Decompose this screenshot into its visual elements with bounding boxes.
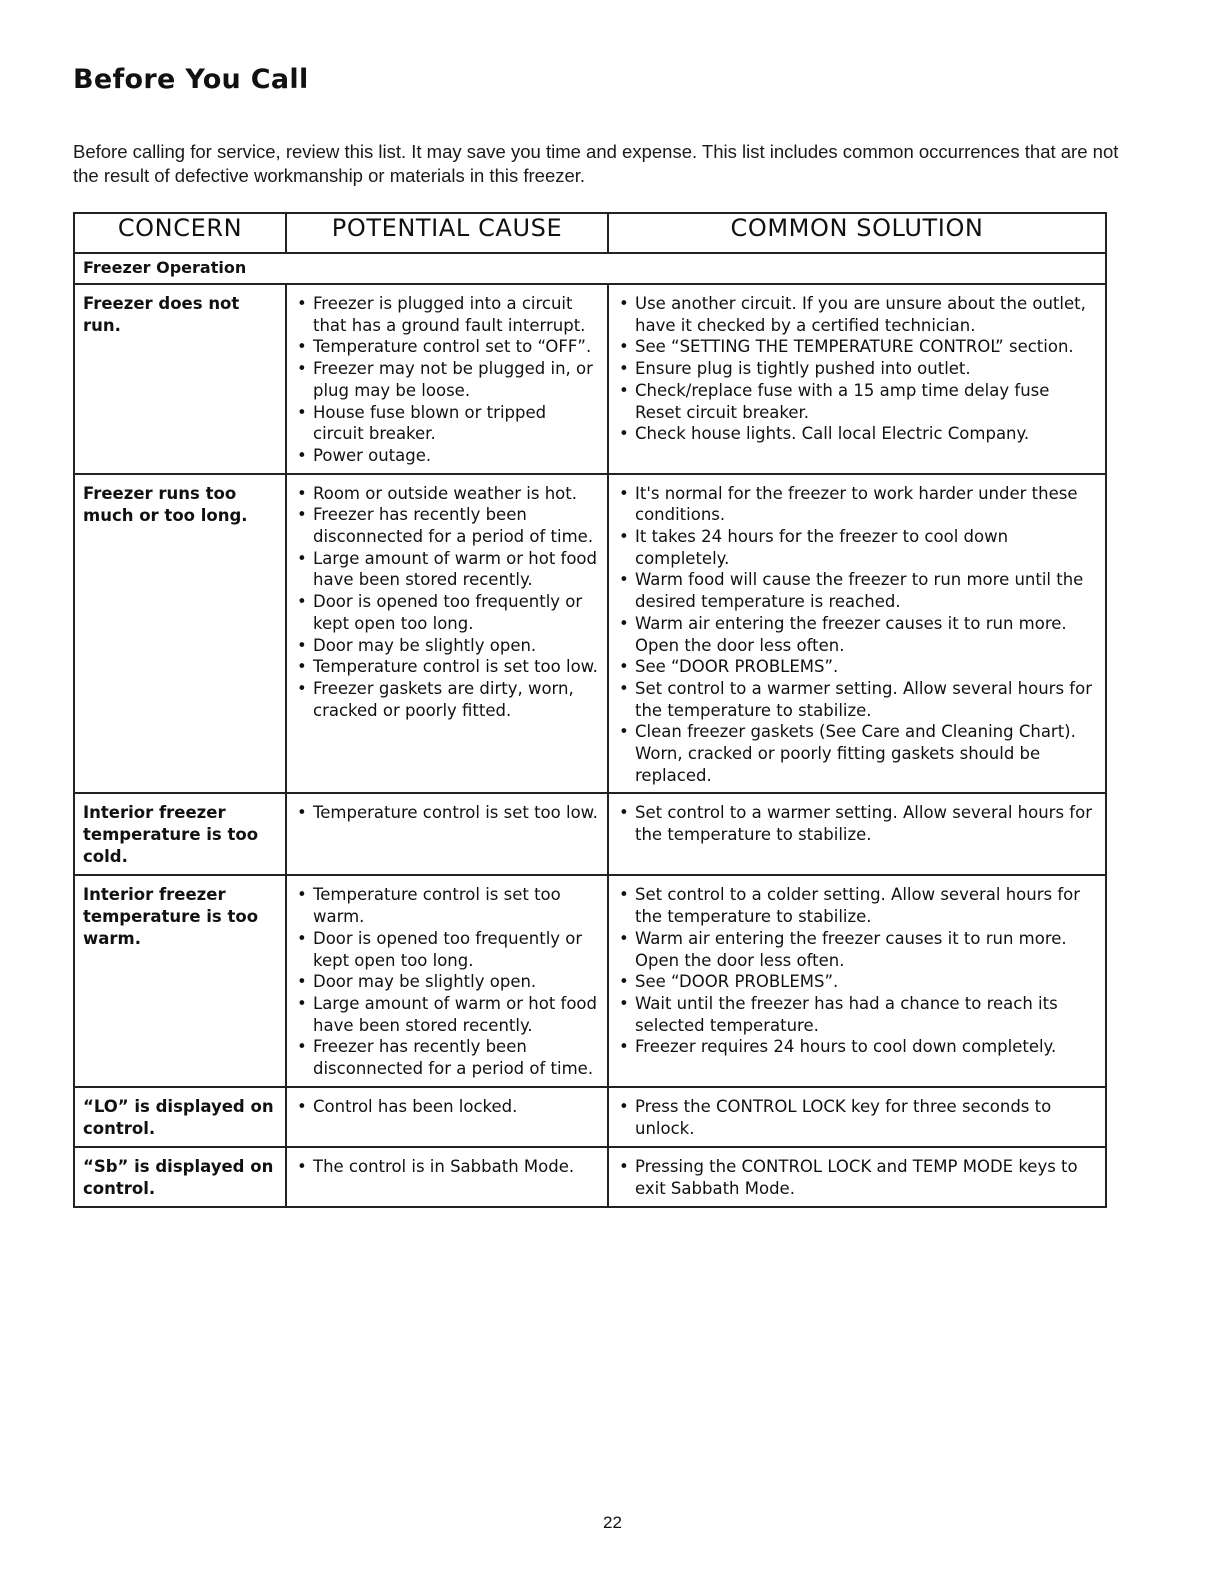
concern-cell: Freezer does not run. (74, 284, 286, 474)
solutions-list (617, 293, 1097, 445)
cause-item: • Door may be slightly open. (295, 635, 599, 657)
causes-list (295, 1156, 599, 1178)
table-row (74, 474, 1106, 794)
solution-item: • Use another circuit. If you are unsure about the outlet, have it checked by a certified technician. (617, 293, 1097, 336)
header-concern: CONCERN (74, 213, 286, 253)
cause-item: • Freezer is plugged into a circuit that has a ground fault interrupt. (295, 293, 599, 336)
cause-item: • Large amount of warm or hot food have been stored recently. (295, 548, 599, 591)
cause-item: • Freezer has recently been disconnected for a period of time. (295, 1036, 599, 1079)
cause-item: • Temperature control set to “OFF”. (295, 336, 599, 358)
page-title: Before You Call (73, 64, 309, 95)
solution-item: • Press the CONTROL LOCK key for three seconds to unlock. (617, 1096, 1097, 1139)
cause-item: • Door is opened too frequently or kept open too long. (295, 591, 599, 634)
table-row (74, 284, 1106, 474)
table-row (74, 793, 1106, 875)
solution-item: • Check house lights. Call local Electric Company. (617, 423, 1097, 445)
solutions-list (617, 1156, 1097, 1199)
solution-item: • Pressing the CONTROL LOCK and TEMP MODE keys to exit Sabbath Mode. (617, 1156, 1097, 1199)
concern-cell: “Sb” is displayed on control. (74, 1147, 286, 1207)
solution-cell (608, 284, 1106, 474)
intro-paragraph: Before calling for service, review this list. It may save you time and expense. This list includes common occurrences that are not the result of defective workmanship or materials in this freezer. (73, 141, 1119, 186)
cause-item: • Freezer may not be plugged in, or plug may be loose. (295, 358, 599, 401)
solution-item: • Clean freezer gaskets (See Care and Cleaning Chart). Worn, cracked or poorly fitting gaskets should be replaced. (617, 721, 1097, 786)
causes-list (295, 293, 599, 467)
cause-item: • Freezer has recently been disconnected for a period of time. (295, 504, 599, 547)
solution-item: • Warm air entering the freezer causes it to run more. Open the door less often. (617, 613, 1097, 656)
cause-item: • Freezer gaskets are dirty, worn, cracked or poorly fitted. (295, 678, 599, 721)
solution-item: • Set control to a colder setting. Allow several hours for the temperature to stabilize. (617, 884, 1097, 927)
causes-list (295, 1096, 599, 1118)
cause-item: • Large amount of warm or hot food have been stored recently. (295, 993, 599, 1036)
cause-cell (286, 284, 608, 474)
cause-item: • Control has been locked. (295, 1096, 599, 1118)
solution-item: • Set control to a warmer setting. Allow several hours for the temperature to stabilize. (617, 678, 1097, 721)
cause-item: • Room or outside weather is hot. (295, 483, 599, 505)
cause-item: • Temperature control is set too low. (295, 656, 599, 678)
solution-item: • Wait until the freezer has had a chance to reach its selected temperature. (617, 993, 1097, 1036)
solution-cell (608, 474, 1106, 794)
concern-cell: Freezer runs too much or too long. (74, 474, 286, 794)
cause-item: • Door may be slightly open. (295, 971, 599, 993)
solutions-list (617, 483, 1097, 787)
cause-item: • Temperature control is set too warm. (295, 884, 599, 927)
cause-item: • House fuse blown or tripped circuit breaker. (295, 402, 599, 445)
solution-item: • It's normal for the freezer to work harder under these conditions. (617, 483, 1097, 526)
header-potential-cause: POTENTIAL CAUSE (286, 213, 608, 253)
cause-cell (286, 1147, 608, 1207)
solution-item: • Warm air entering the freezer causes it to run more. Open the door less often. (617, 928, 1097, 971)
causes-list (295, 483, 599, 722)
section-row (74, 253, 1106, 284)
solution-cell (608, 793, 1106, 875)
solution-item: • See “DOOR PROBLEMS”. (617, 971, 1097, 993)
cause-item: • Power outage. (295, 445, 599, 467)
cause-item: • Temperature control is set too low. (295, 802, 599, 824)
cause-cell (286, 1087, 608, 1147)
solutions-list (617, 884, 1097, 1058)
solution-item: • Freezer requires 24 hours to cool down completely. (617, 1036, 1097, 1058)
cause-cell (286, 793, 608, 875)
section-title: Freezer Operation (74, 253, 1106, 284)
table-row (74, 875, 1106, 1086)
cause-cell (286, 474, 608, 794)
page-number: 22 (603, 1513, 622, 1532)
concern-cell: “LO” is displayed on control. (74, 1087, 286, 1147)
solution-cell (608, 1147, 1106, 1207)
cause-item: • The control is in Sabbath Mode. (295, 1156, 599, 1178)
causes-list (295, 802, 599, 824)
causes-list (295, 884, 599, 1079)
table-row (74, 1147, 1106, 1207)
solution-item: • Warm food will cause the freezer to run more until the desired temperature is reached. (617, 569, 1097, 612)
header-common-solution: COMMON SOLUTION (608, 213, 1106, 253)
concern-cell: Interior freezer temperature is too cold. (74, 793, 286, 875)
troubleshooting-table (73, 212, 1107, 1208)
solution-cell (608, 1087, 1106, 1147)
solutions-list (617, 1096, 1097, 1139)
table-header-row (74, 213, 1106, 253)
solution-item: • It takes 24 hours for the freezer to cool down completely. (617, 526, 1097, 569)
solution-item: • Ensure plug is tightly pushed into outlet. (617, 358, 1097, 380)
concern-cell: Interior freezer temperature is too warm. (74, 875, 286, 1086)
cause-cell (286, 875, 608, 1086)
solution-item: • Set control to a warmer setting. Allow several hours for the temperature to stabilize. (617, 802, 1097, 845)
solution-item: • Check/replace fuse with a 15 amp time delay fuse Reset circuit breaker. (617, 380, 1097, 423)
solutions-list (617, 802, 1097, 845)
solution-item: • See “SETTING THE TEMPERATURE CONTROL” section. (617, 336, 1097, 358)
solution-cell (608, 875, 1106, 1086)
solution-item: • See “DOOR PROBLEMS”. (617, 656, 1097, 678)
table-row (74, 1087, 1106, 1147)
cause-item: • Door is opened too frequently or kept open too long. (295, 928, 599, 971)
table-body (74, 253, 1106, 1207)
